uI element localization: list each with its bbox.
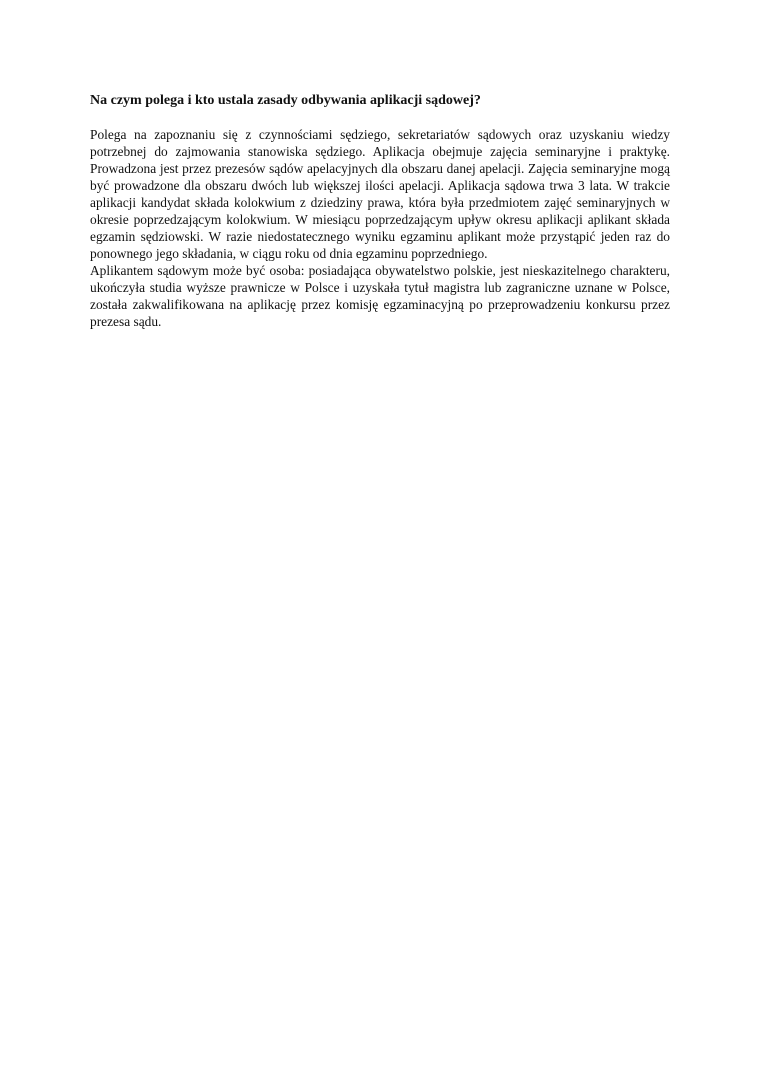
document-body <box>90 92 670 330</box>
paragraph-requirements: Aplikantem sądowym może być osoba: posiadająca obywatelstwo polskie, jest nieskazitelnego charakteru, ukończyła studia wyższe prawnicze w Polsce i uzyskała tytuł magistra lub zagraniczne uznane w Polsce, została zakwalifikowana na aplikację przez komisję egzaminacyjną po przeprowadzeniu konkursu przez prezesa sądu. <box>90 263 670 329</box>
document-heading: Na czym polega i kto ustala zasady odbywania aplikacji sądowej? <box>90 93 481 108</box>
paragraph-description: Polega na zapoznaniu się z czynnościami sędziego, sekretariatów sądowych oraz uzyskaniu wiedzy potrzebnej do zajmowania stanowiska sędziego. Aplikacja obejmuje zajęcia seminaryjne i praktykę. Prowadzona jest przez prezesów sądów apelacyjnych dla obszaru danej apelacji. Zajęcia seminaryjne mogą być prowadzone dla obszaru dwóch lub większej ilości apelacji. Aplikacja sądowa trwa 3 lata. W trakcie aplikacji kandydat składa kolokwium z dziedziny prawa, która była przedmiotem zajęć seminaryjnych w okresie poprzedzającym kolokwium. W miesiącu poprzedzającym upływ okresu aplikacji aplikant składa egzamin sędziowski. W razie niedostatecznego wyniku egzaminu aplikant może przystąpić jeden raz do ponownego jego składania, w ciągu roku od dnia egzaminu poprzedniego. <box>90 127 670 261</box>
